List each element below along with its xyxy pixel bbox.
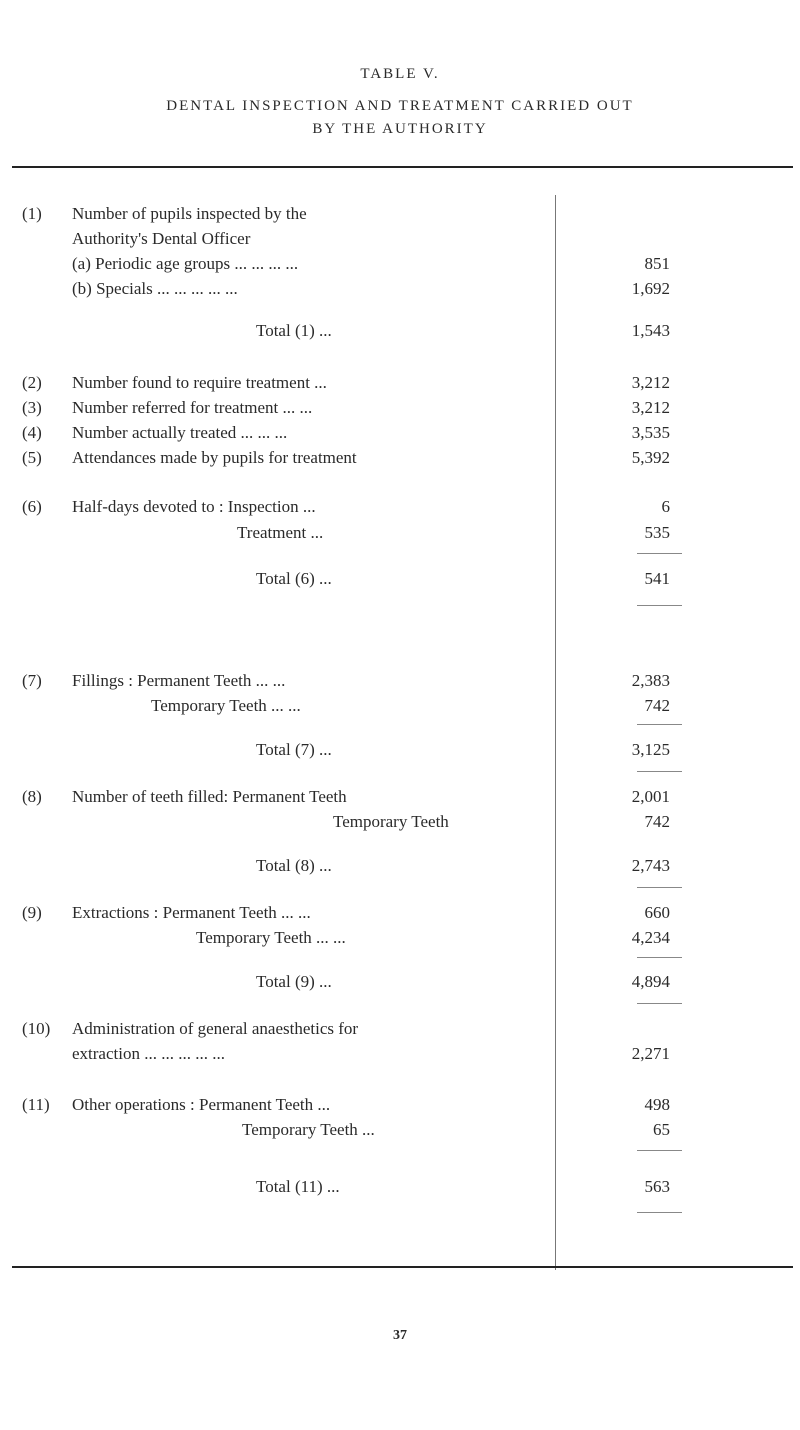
- row-number: (3): [22, 398, 42, 417]
- row-label: Total (1) ...: [256, 321, 332, 340]
- table-subtitle-line-2: BY THE AUTHORITY: [312, 121, 488, 137]
- row-value: 2,743: [631, 856, 670, 875]
- row-label: Total (7) ...: [256, 740, 332, 759]
- subtotal-rule: [637, 724, 682, 725]
- row-label: Temporary Teeth ...: [242, 1120, 375, 1139]
- row-label: Number referred for treatment ... ...: [72, 398, 313, 417]
- row-label: Temporary Teeth: [333, 812, 449, 831]
- subtotal-rule: [637, 1003, 682, 1004]
- row-value: 535: [644, 523, 670, 542]
- row-label: Temporary Teeth ... ...: [196, 928, 346, 947]
- row-value: 4,234: [631, 928, 670, 947]
- subtotal-rule: [637, 553, 682, 554]
- subtotal-rule: [637, 1150, 682, 1151]
- row-value: 4,894: [631, 972, 670, 991]
- row-value: 2,271: [631, 1044, 670, 1063]
- table-row: [0, 786, 800, 808]
- row-label: Total (11) ...: [256, 1177, 340, 1196]
- table-row: [0, 278, 800, 300]
- table-row: [0, 670, 800, 692]
- row-number: (5): [22, 448, 42, 467]
- row-value: 2,001: [631, 787, 670, 806]
- row-value: 1,543: [631, 321, 670, 340]
- row-value: 3,125: [631, 740, 670, 759]
- table-row: [0, 522, 800, 544]
- row-number: (1): [22, 204, 42, 223]
- table-row: [0, 927, 800, 949]
- row-value: 498: [644, 1095, 670, 1114]
- row-number: (6): [22, 497, 42, 516]
- table-row: [0, 203, 800, 225]
- table-row: [0, 1119, 800, 1141]
- row-value: 5,392: [631, 448, 670, 467]
- row-value: 3,535: [631, 423, 670, 442]
- row-value: 2,383: [631, 671, 670, 690]
- subtotal-rule: [637, 1212, 682, 1213]
- table-row-total: [0, 320, 800, 342]
- row-label: Temporary Teeth ... ...: [151, 696, 301, 715]
- row-value: 3,212: [631, 373, 670, 392]
- subtotal-rule: [637, 605, 682, 606]
- table-row-total: [0, 971, 800, 993]
- row-number: (8): [22, 787, 42, 806]
- row-label: (a) Periodic age groups ... ... ... ...: [72, 254, 299, 273]
- table-row: [0, 422, 800, 444]
- table-row: [0, 1018, 800, 1040]
- table-row: [0, 1094, 800, 1116]
- row-value: 851: [644, 254, 670, 273]
- table-row: [0, 372, 800, 394]
- row-value: 541: [644, 569, 670, 588]
- table-row: [0, 447, 800, 469]
- row-label: Attendances made by pupils for treatment: [72, 448, 357, 467]
- table-row: [0, 228, 800, 250]
- row-number: (2): [22, 373, 42, 392]
- row-number: (7): [22, 671, 42, 690]
- subtotal-rule: [637, 957, 682, 958]
- table-title: TABLE V.: [360, 66, 440, 82]
- table-row-total: [0, 568, 800, 590]
- table-row: [0, 811, 800, 833]
- row-label: Number of pupils inspected by the: [72, 204, 307, 223]
- row-number: (4): [22, 423, 42, 442]
- table-row-total: [0, 739, 800, 761]
- row-label: Total (6) ...: [256, 569, 332, 588]
- table-subtitle-line-1: DENTAL INSPECTION AND TREATMENT CARRIED OUT: [166, 98, 634, 114]
- row-label: Treatment ...: [237, 523, 324, 542]
- row-value: 3,212: [631, 398, 670, 417]
- row-value: 65: [653, 1120, 670, 1139]
- subtotal-rule: [637, 887, 682, 888]
- row-number: (11): [22, 1095, 50, 1114]
- row-value: 6: [661, 497, 670, 516]
- row-label: Half-days devoted to : Inspection ...: [72, 497, 316, 516]
- table-row: [0, 902, 800, 924]
- row-value: 742: [644, 696, 670, 715]
- row-value: 742: [644, 812, 670, 831]
- row-label: Authority's Dental Officer: [72, 229, 251, 248]
- row-value: 563: [644, 1177, 670, 1196]
- table-bottom-rule: [12, 1266, 793, 1268]
- table-row: [0, 397, 800, 419]
- row-label: Number of teeth filled: Permanent Teeth: [72, 787, 347, 806]
- table-row-total: [0, 855, 800, 877]
- row-label: Other operations : Permanent Teeth ...: [72, 1095, 331, 1114]
- table-top-rule: [12, 166, 793, 168]
- row-value: 660: [644, 903, 670, 922]
- row-label: (b) Specials ... ... ... ... ...: [72, 279, 238, 298]
- table-row: [0, 496, 800, 518]
- row-label: Fillings : Permanent Teeth ... ...: [72, 671, 286, 690]
- row-label: Total (8) ...: [256, 856, 332, 875]
- row-number: (9): [22, 903, 42, 922]
- row-label: Total (9) ...: [256, 972, 332, 991]
- row-label: Extractions : Permanent Teeth ... ...: [72, 903, 311, 922]
- table-row: [0, 1043, 800, 1065]
- subtotal-rule: [637, 771, 682, 772]
- page-number: 37: [393, 1328, 407, 1343]
- row-number: (10): [22, 1019, 51, 1038]
- row-label: Administration of general anaesthetics for: [72, 1019, 359, 1038]
- table-row: [0, 253, 800, 275]
- table-row: [0, 695, 800, 717]
- table-row-total: [0, 1176, 800, 1198]
- row-value: 1,692: [631, 279, 670, 298]
- row-label: Number found to require treatment ...: [72, 373, 327, 392]
- row-label: extraction ... ... ... ... ...: [72, 1044, 225, 1063]
- row-label: Number actually treated ... ... ...: [72, 423, 288, 442]
